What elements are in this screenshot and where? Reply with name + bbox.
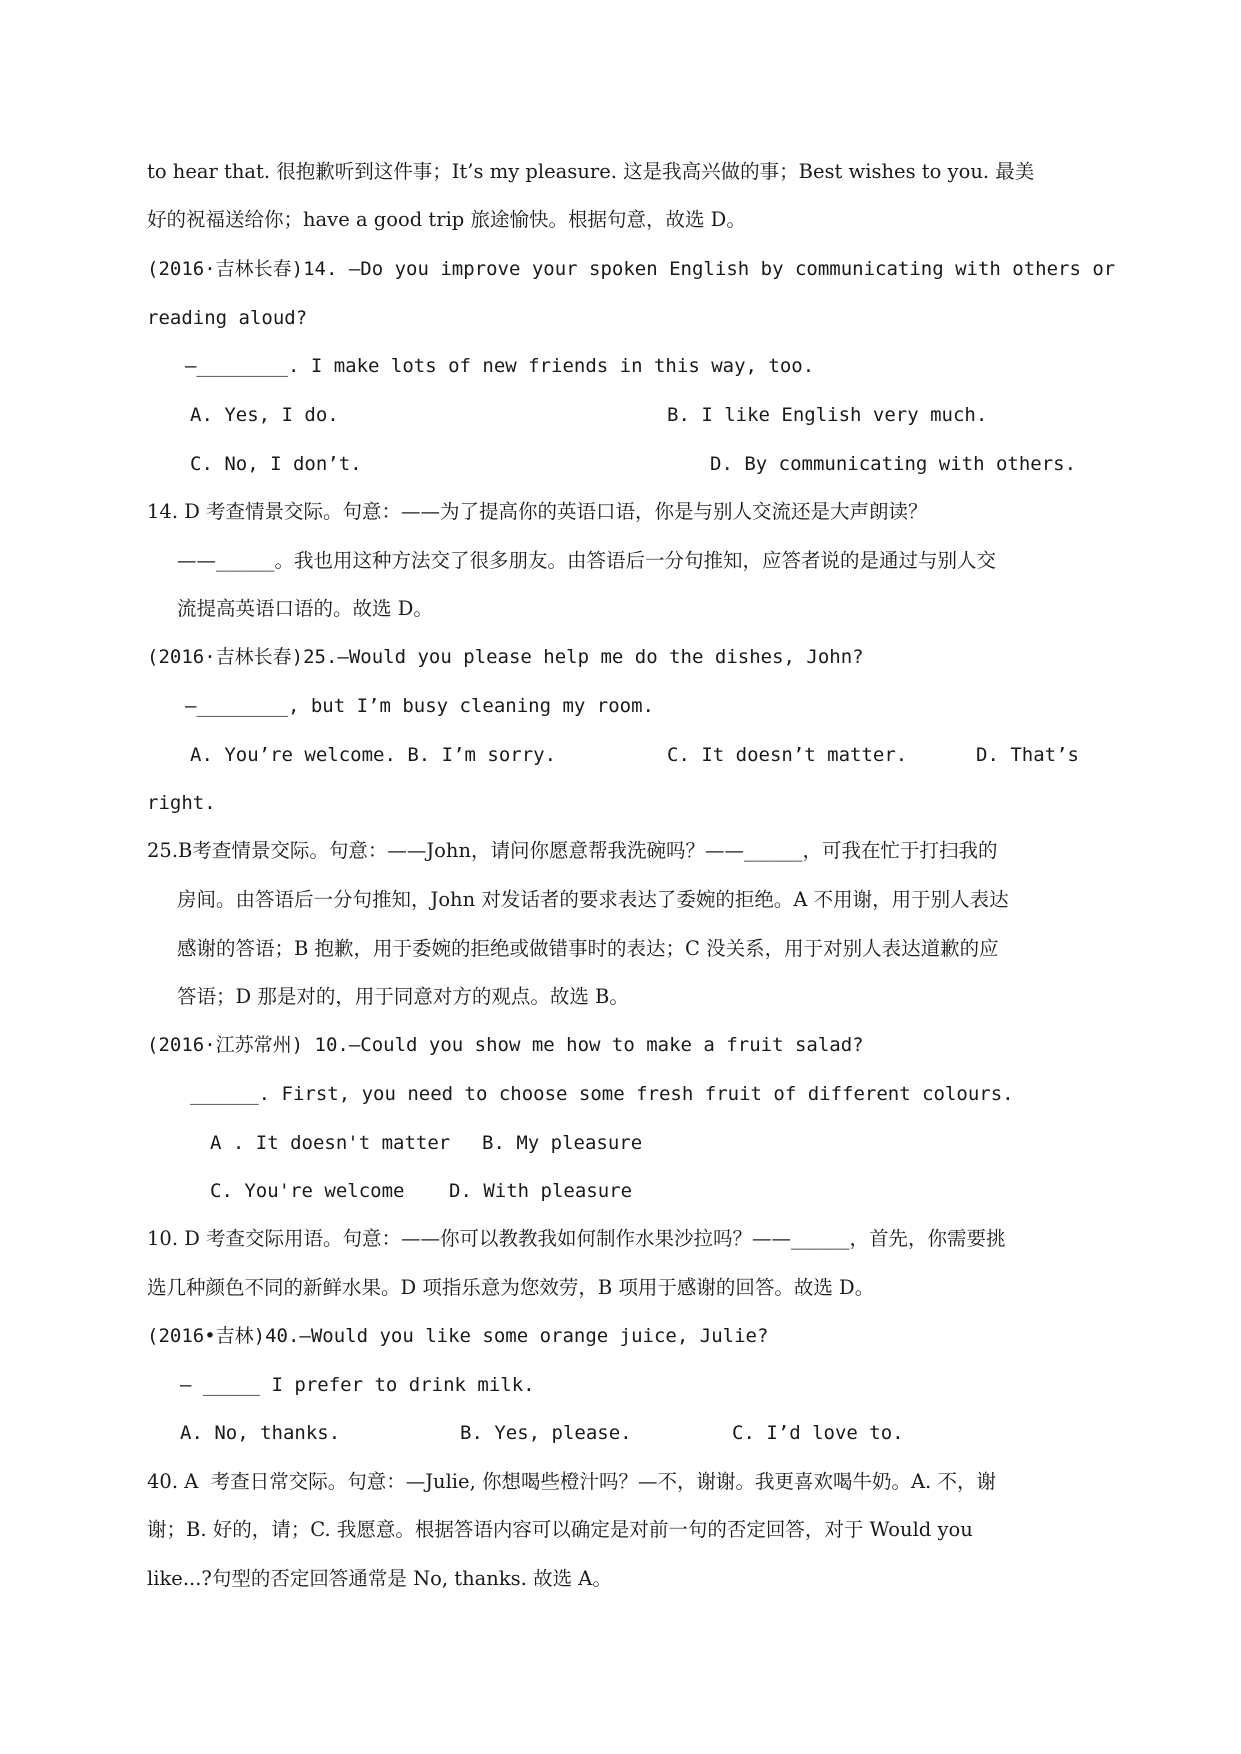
answer-explanation: 谢；B. 好的，请；C. 我愿意。根据答语内容可以确定是对前一句的否定回答，对于 Would you — [147, 1518, 973, 1541]
option-a-b: A. You’re welcome. B. I’m sorry. — [190, 744, 557, 766]
question-header: (2016·江苏常州) 10.—Could you show me how to make a fruit salad? — [147, 1034, 864, 1056]
answer-explanation: 10. D 考查交际用语。句意：——你可以教教我如何制作水果沙拉吗？——______，首先，你需要挑 — [147, 1227, 1006, 1250]
option-c: C. I’d love to. — [732, 1422, 904, 1444]
answer-explanation: 流提高英语口语的。故选 D。 — [177, 597, 433, 620]
answer-explanation: 感谢的答语；B 抱歉，用于委婉的拒绝或做错事时的表达；C 没关系，用于对别人表达道歉的应 — [177, 937, 999, 960]
option-c: C. It doesn’t matter. — [667, 744, 908, 766]
option-d: D. That’s — [976, 744, 1079, 766]
answer-explanation: like...?句型的否定回答通常是 No, thanks. 故选 A。 — [147, 1567, 612, 1590]
question-header: (2016·吉林长春)14. —Do you improve your spoken English by communicating with others or — [147, 258, 1116, 280]
option-a: A. No, thanks. — [180, 1422, 341, 1444]
text-line: reading aloud? — [147, 307, 308, 329]
question-header: (2016•吉林)40.—Would you like some orange juice, Julie? — [147, 1325, 769, 1347]
question-prompt: ______. First, you need to choose some fresh fruit of different colours. — [190, 1083, 1014, 1105]
answer-explanation: 选几种颜色不同的新鲜水果。D 项指乐意为您效劳，B 项用于感谢的回答。故选 D。 — [147, 1276, 875, 1299]
option-b: B. I like English very much. — [667, 404, 988, 426]
answer-explanation: 25.B考查情景交际。句意：——John，请问你愿意帮我洗碗吗？——______，可我在忙于打扫我的 — [147, 839, 998, 862]
text-line: to hear that. 很抱歉听到这件事；It’s my pleasure. 这是我高兴做的事；Best wishes to you. 最美 — [147, 160, 1035, 183]
option-d: D. By communicating with others. — [710, 453, 1077, 475]
question-header: (2016·吉林长春)25.—Would you please help me do the dishes, John? — [147, 646, 864, 668]
question-prompt: —________, but I’m busy cleaning my room. — [185, 695, 654, 717]
option-a: A . It doesn't matter — [210, 1132, 451, 1154]
option-b: B. My pleasure — [482, 1132, 643, 1154]
question-prompt: —________. I make lots of new friends in this way, too. — [185, 355, 815, 377]
option-a: A. Yes, I do. — [190, 404, 339, 426]
option-d: D. With pleasure — [449, 1180, 633, 1202]
answer-explanation: 房间。由答语后一分句推知，John 对发话者的要求表达了委婉的拒绝。A 不用谢，用于别人表达 — [177, 888, 1009, 911]
text-line: right. — [147, 792, 216, 814]
question-prompt: — _____ I prefer to drink milk. — [180, 1374, 535, 1396]
answer-explanation: 40. A 考查日常交际。句意：—Julie, 你想喝些橙汁吗？—不，谢谢。我更喜欢喝牛奶。A. 不，谢 — [147, 1470, 996, 1493]
answer-explanation: ——______。我也用这种方法交了很多朋友。由答语后一分句推知，应答者说的是通过与别人交 — [177, 549, 997, 572]
option-c: C. You're welcome — [210, 1180, 405, 1202]
answer-explanation: 答语；D 那是对的，用于同意对方的观点。故选 B。 — [177, 985, 629, 1008]
option-b: B. Yes, please. — [460, 1422, 632, 1444]
option-c: C. No, I don’t. — [190, 453, 362, 475]
text-line: 好的祝福送给你；have a good trip 旅途愉快。根据句意，故选 D。 — [147, 208, 746, 231]
answer-explanation: 14. D 考查情景交际。句意：——为了提高你的英语口语，你是与别人交流还是大声朗读？ — [147, 500, 928, 523]
